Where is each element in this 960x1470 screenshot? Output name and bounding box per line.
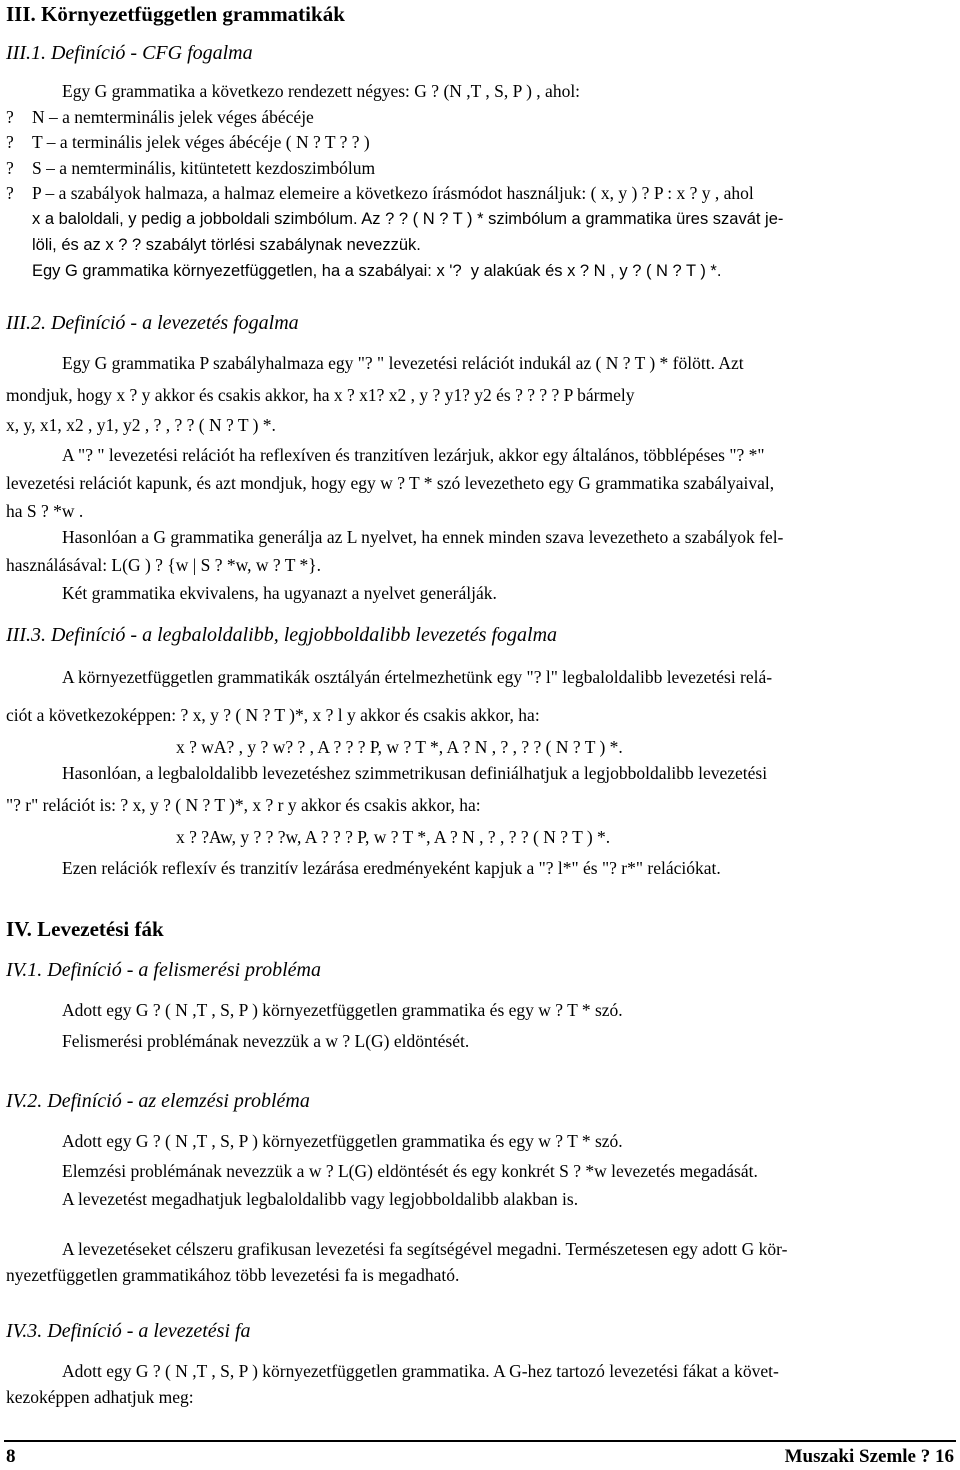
bullet-text: P – a szabályok halmaza, a halmaz elemeire a következo írásmódot használjuk: ( x, y ) ? P : x ? y , ahol <box>32 183 754 203</box>
section-title-iv: IV. Levezetési fák <box>6 917 164 941</box>
definition-title-iii-2: III.2. Definíció - a levezetés fogalma <box>6 312 299 334</box>
bullet-mark: ? <box>6 183 14 203</box>
paragraph-cfg-intro: Egy G grammatika a következo rendezett négyes: G ? (N ,T , S, P ) , ahol: <box>62 81 581 101</box>
definition-title-iv-1: IV.1. Definíció - a felismerési probléma <box>6 959 321 981</box>
definition-title-iii-3: III.3. Definíció - a legbaloldalibb, legjobboldalibb levezetés fogalma <box>6 624 558 646</box>
paragraph-tree-given-line-1: Adott egy G ? ( N ,T , S, P ) környezetfüggetlen grammatika. A G-hez tartozó levezetési fákat a követ- <box>62 1361 779 1381</box>
paragraph-parsing-problem: Elemzési problémának nevezzük a w ? L(G) eldöntését és egy konkrét S ? *w levezetés megadását. <box>62 1161 758 1181</box>
paragraph-closures: Ezen relációk reflexív és tranzitív lezárása eredményeként kapjuk a "? l*" és "? r*" relációkat. <box>62 858 721 878</box>
bullet-item-t <box>6 131 370 154</box>
definition-title-iv-3: IV.3. Definíció - a levezetési fa <box>6 1320 251 1342</box>
bullet-text: T – a terminális jelek véges ábécéje ( N ? T ? ? ) <box>32 132 370 152</box>
paragraph-leftmost-line-1: A környezetfüggetlen grammatikák osztályán értelmezhetünk egy "? l" legbaloldalibb levezetési relá- <box>62 667 773 687</box>
bullet-item-s <box>6 157 375 180</box>
paragraph-language-line-2: használásával: L(G ) ? {w | S ? *w, w ? T *}. <box>6 555 321 575</box>
paragraph-equivalence: Két grammatika ekvivalens, ha ugyanazt a nyelvet generálják. <box>62 583 497 603</box>
paragraph-closure-line-1: A "? " levezetési relációt ha reflexíven és tranzitíven lezárjuk, akkor egy általános, többlépéses "? *" <box>62 445 765 465</box>
section-title-iii: III. Környezetfüggetlen grammatikák <box>6 2 345 26</box>
formula-rightmost: x ? ?Aw, y ? ? ?w, A ? ? ? P, w ? T *, A ? N , ? , ? ? ( N ? T ) *. <box>176 827 611 847</box>
bullet-text: S – a nemterminális, kitüntetett kezdoszimbólum <box>32 158 376 178</box>
journal-name: Muszaki Szemle ? 16 <box>784 1446 954 1467</box>
bullet-mark: ? <box>6 107 14 127</box>
paragraph-language-line-1: Hasonlóan a G grammatika generálja az L nyelvet, ha ennek minden szava levezetheto a szabályok fel- <box>62 527 784 547</box>
paragraph-parsing-given: Adott egy G ? ( N ,T , S, P ) környezetfüggetlen grammatika és egy w ? T * szó. <box>62 1131 623 1151</box>
paragraph-p-line-2: x a baloldali, y pedig a jobboldali szimbólum. Az ? ? ( N ? T ) * szimbólum a grammatika üres szavát je- <box>32 210 784 228</box>
bullet-mark: ? <box>6 132 14 152</box>
paragraph-p-line-3: löli, és az x ? ? szabályt törlési szabálynak nevezzük. <box>32 236 421 254</box>
paragraph-rightmost-line-1: Hasonlóan, a legbaloldalibb levezetéshez szimmetrikusan definiálhatjuk a legjobboldalibb levezetési <box>62 763 768 783</box>
formula-leftmost: x ? wA? , y ? w? ? , A ? ? ? P, w ? T *, A ? N , ? , ? ? ( N ? T ) *. <box>176 737 623 757</box>
paragraph-recognition-problem: Felismerési problémának nevezzük a w ? L(G) eldöntését. <box>62 1031 470 1051</box>
footer-divider <box>4 1440 956 1442</box>
paragraph-derivation-line-3: x, y, x1, x2 , y1, y2 , ? , ? ? ( N ? T ) *. <box>6 415 276 435</box>
page-number: 8 <box>6 1446 16 1467</box>
paragraph-derivation-line-2: mondjuk, hogy x ? y akkor és csakis akkor, ha x ? x1? x2 , y ? y1? y2 és ? ? ? ? P bármely <box>6 385 635 405</box>
bullet-item-n <box>6 106 314 129</box>
definition-title-iii-1: III.1. Definíció - CFG fogalma <box>6 42 253 64</box>
bullet-mark: ? <box>6 158 14 178</box>
bullet-item-p <box>6 182 754 205</box>
paragraph-leftmost-line-2: ciót a következoképpen: ? x, y ? ( N ? T )*, x ? l y akkor és csakis akkor, ha: <box>6 705 540 725</box>
bullet-text: N – a nemterminális jelek véges ábécéje <box>32 107 314 127</box>
paragraph-recognition-given: Adott egy G ? ( N ,T , S, P ) környezetfüggetlen grammatika és egy w ? T * szó. <box>62 1000 623 1020</box>
paragraph-closure-line-3: ha S ? *w . <box>6 501 84 521</box>
paragraph-derivation-line-1: Egy G grammatika P szabályhalmaza egy "? " levezetési relációt indukál az ( N ? T ) * fölött. Azt <box>62 353 744 373</box>
paragraph-tree-given-line-2: kezoképpen adhatjuk meg: <box>6 1387 194 1407</box>
definition-title-iv-2: IV.2. Definíció - az elemzési probléma <box>6 1090 310 1112</box>
paragraph-p-line-4: Egy G grammatika környezetfüggetlen, ha a szabályai: x '? y alakúak és x ? N , y ? ( N ? T ) *. <box>32 262 722 280</box>
paragraph-tree-intro-line-1: A levezetéseket célszeru grafikusan levezetési fa segítségével megadni. Természetesen egy adott G kör- <box>62 1239 788 1259</box>
paragraph-parsing-form: A levezetést megadhatjuk legbaloldalibb vagy legjobboldalibb alakban is. <box>62 1189 579 1209</box>
paragraph-tree-intro-line-2: nyezetfüggetlen grammatikához több levezetési fa is megadható. <box>6 1265 460 1285</box>
paragraph-closure-line-2: levezetési relációt kapunk, és azt mondjuk, hogy egy w ? T * szó levezetheto egy G grammatika szabályaival, <box>6 473 775 493</box>
paragraph-rightmost-line-2: "? r" relációt is: ? x, y ? ( N ? T )*, x ? r y akkor és csakis akkor, ha: <box>6 795 481 815</box>
